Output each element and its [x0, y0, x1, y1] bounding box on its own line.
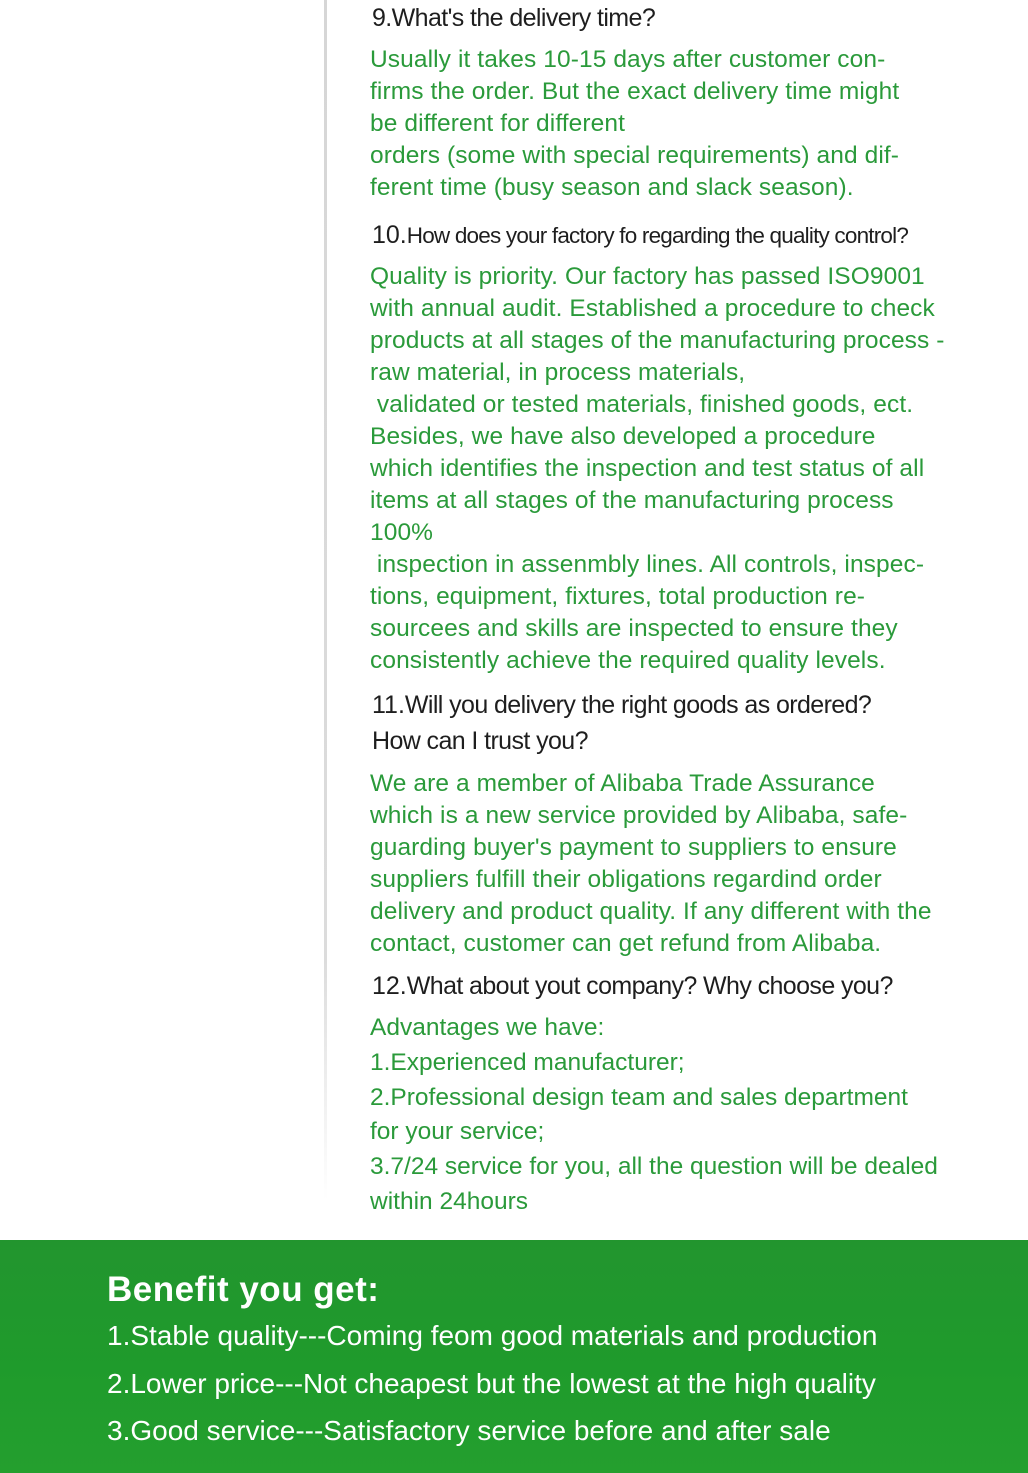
faq-answer-9 — [370, 44, 899, 204]
answer-line: which is a new service provided by Alibaba, safe- — [370, 802, 908, 829]
benefit-item: 3.Good service---Satisfactory service before and after sale — [107, 1415, 831, 1446]
answer-line: for your service; — [370, 1118, 545, 1146]
answer-line: We are a member of Alibaba Trade Assurance — [370, 770, 875, 797]
answer-line: firms the order. But the exact delivery time might — [370, 78, 900, 105]
faq-question-11-text: Will you delivery the right goods as ordered? — [404, 691, 872, 719]
answer-line: suppliers fulfill their obligations regardind order — [370, 866, 882, 893]
answer-line: 1.Experienced manufacturer; — [370, 1048, 685, 1076]
answer-line: with annual audit. Established a procedure to check — [370, 295, 935, 322]
answer-line: 2.Professional design team and sales department — [370, 1083, 908, 1111]
faq-question-12-number: 12. — [372, 972, 407, 1000]
faq-question-12-text: What about yout company? Why choose you? — [406, 972, 893, 1000]
answer-line: guarding buyer's payment to suppliers to ensure — [370, 834, 897, 861]
faq-question-9 — [372, 4, 655, 33]
faq-question-11-text-line2: How can I trust you? — [372, 727, 588, 755]
faq-question-11 — [372, 691, 871, 720]
faq-question-12 — [372, 972, 893, 1001]
answer-line: sourcees and skills are inspected to ensure they — [370, 615, 898, 642]
answer-line: Advantages we have: — [370, 1014, 605, 1041]
faq-question-10 — [372, 221, 908, 250]
answer-line: be different for different — [370, 110, 626, 137]
faq-question-9-text: 9.What's the delivery time? — [372, 4, 656, 32]
answer-line: which identifies the inspection and test status of all — [370, 455, 925, 482]
answer-line: 100% — [370, 519, 434, 546]
faq-question-10-number: 10. — [372, 221, 407, 249]
answer-line: Quality is priority. Our factory has passed ISO9001 — [370, 263, 925, 290]
answer-line: 3.7/24 service for you, all the question will be dealed — [370, 1153, 938, 1181]
faq-answer-12 — [370, 1011, 938, 1220]
benefit-item: 2.Lower price---Not cheapest but the lowest at the high quality — [107, 1368, 876, 1399]
answer-line: raw material, in process materials, — [370, 359, 746, 386]
faq-answer-10 — [370, 261, 945, 677]
answer-line: ferent time (busy season and slack season). — [370, 174, 854, 201]
answer-line: products at all stages of the manufacturing process - — [370, 327, 945, 354]
faq-question-10-text: How does your factory fo regarding the quality control? — [406, 223, 909, 248]
answer-line: orders (some with special requirements) and dif- — [370, 142, 900, 169]
answer-line: items at all stages of the manufacturing process — [370, 487, 894, 514]
answer-line: Besides, we have also developed a procedure — [370, 423, 876, 450]
vertical-divider — [324, 0, 327, 1200]
answer-line: within 24hours — [370, 1187, 528, 1215]
faq-answer-11 — [370, 768, 932, 960]
answer-line: Usually it takes 10-15 days after customer con- — [370, 46, 886, 73]
answer-line: delivery and product quality. If any different with the — [370, 898, 932, 925]
answer-line: contact, customer can get refund from Alibaba. — [370, 930, 882, 957]
faq-question-11-line2 — [372, 727, 588, 756]
answer-line: validated or tested materials, finished goods, ect. — [370, 391, 914, 418]
answer-line: consistently achieve the required quality levels. — [370, 647, 886, 674]
answer-line: tions, equipment, fixtures, total production re- — [370, 583, 866, 610]
answer-line: inspection in assenmbly lines. All controls, inspec- — [370, 551, 925, 578]
benefits-title: Benefit you get: — [107, 1270, 380, 1309]
benefit-item: 1.Stable quality---Coming feom good materials and production — [107, 1320, 878, 1351]
faq-question-11-number: 11. — [372, 691, 405, 719]
